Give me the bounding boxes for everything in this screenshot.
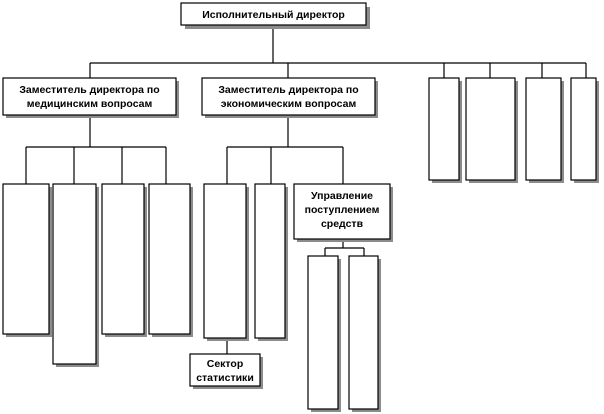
deputy-economic-box bbox=[202, 78, 378, 118]
statistics-sector-box bbox=[190, 354, 263, 389]
medical-unit-box bbox=[102, 184, 147, 337]
top-unit-box bbox=[429, 78, 462, 183]
revenue-management-line2: поступлением bbox=[304, 204, 380, 216]
statistics-sector-line1: Сектор bbox=[206, 358, 244, 370]
deputy-medical-line1: Заместитель директора по bbox=[19, 84, 160, 96]
deputy-economic-line2: экономическим вопросам bbox=[220, 98, 357, 110]
executive-director-label: Исполнительный директор bbox=[202, 9, 345, 21]
statistics-sector-line2: статистики bbox=[196, 372, 254, 384]
revenue-unit-box bbox=[349, 256, 381, 412]
deputy-medical-line2: медицинским вопросам bbox=[26, 98, 153, 110]
top-unit-box bbox=[571, 78, 599, 183]
executive-director-box bbox=[181, 3, 370, 29]
medical-unit-box bbox=[53, 184, 99, 367]
revenue-unit-box bbox=[308, 256, 341, 412]
economic-unit-box bbox=[255, 184, 288, 341]
revenue-management-line1: Управление bbox=[310, 190, 374, 202]
medical-unit-box bbox=[3, 184, 52, 337]
top-unit-box bbox=[526, 78, 564, 183]
deputy-economic-line1: Заместитель директора по bbox=[218, 84, 359, 96]
revenue-management-line3: средств bbox=[320, 218, 364, 230]
deputy-medical-box bbox=[3, 78, 179, 118]
revenue-management-box bbox=[294, 184, 393, 242]
top-unit-box bbox=[466, 78, 518, 183]
economic-unit-box bbox=[204, 184, 249, 341]
medical-unit-box bbox=[149, 184, 193, 337]
